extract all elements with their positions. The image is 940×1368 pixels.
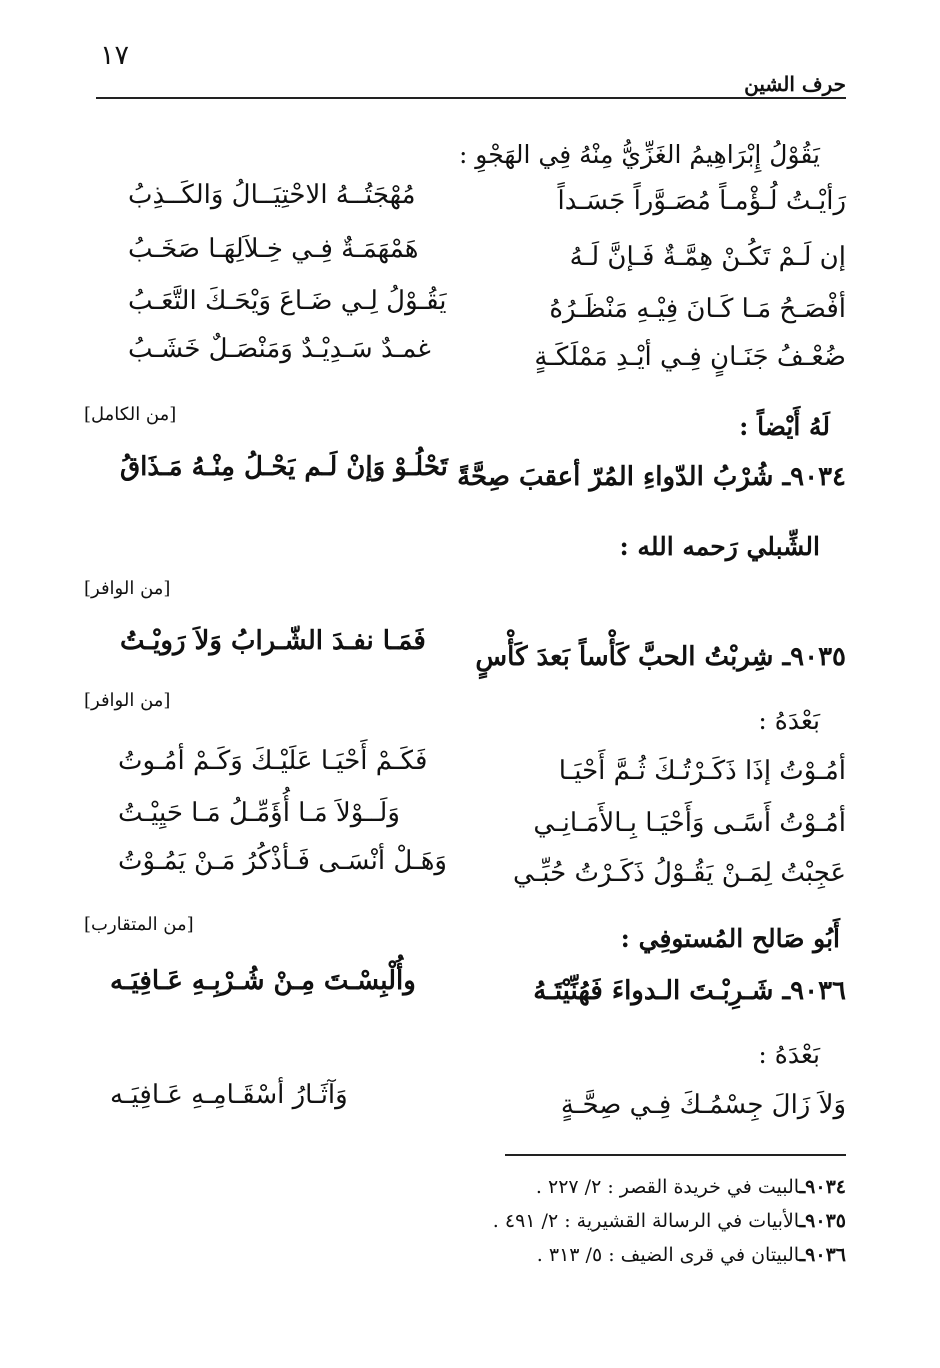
meter-label: [من الوافر] [84, 578, 171, 599]
footnote [536, 1176, 846, 1198]
footnote [493, 1210, 846, 1232]
section-intro: الشِّبلي رَحمه الله : [619, 532, 820, 561]
verse-second-hemistich: فَمَـا نفـدَ الشّـرابُ وَلاَ رَويْـتُ [120, 626, 426, 656]
verse-first-hemistich: أمُـوْتُ أَسًـى وَأَحْيَـا بِـالأَمَـانِـي [533, 808, 846, 838]
verse-second-hemistich: تَحْلُـوْ وَإنْ لَـم يَحْـلُ مِنْـهُ مَـذَاقُ [120, 452, 448, 482]
hemistich-text: شِربْتُ الحبَّ كَأْساً بَعدَ كَأْسٍ [475, 642, 774, 672]
footnote [537, 1244, 846, 1266]
verse-number: ٩٠٣٥ـ [782, 642, 846, 672]
verse-first-hemistich: وَلاَ زَالَ جِسْمُـكَ فِـي صِحَّـةٍ [560, 1090, 846, 1120]
verse-first-hemistich: أفْصَـحُ مَـا كَـانَ فِيْـهِ مَنْظَـرُهُ [549, 294, 846, 324]
meter-label: [من المتقارب] [84, 914, 194, 935]
header-rule [96, 97, 846, 99]
hemistich-text: شُرْبُ الدّواءِ المُرّ أعقبَ صِحَّةً [457, 462, 774, 492]
verse-number: ٩٠٣٤ـ [782, 462, 846, 492]
verse-first-hemistich: أمُـوْتُ إذَا ذَكَـرْتُـكَ ثُـمَّ أَحْيَـا [558, 756, 846, 786]
verse-first-hemistich: إن لَـمْ تَكُـنْ هِمَّـةٌ فَـإنَّ لَـهُ [569, 242, 846, 272]
verse-second-hemistich: غمـدٌ سَـدِيْـدٌ وَمَنْصَـلٌ خَشَـبُ [128, 334, 431, 364]
section-intro: أَبُو صَالح المُستوفِي : [620, 924, 840, 953]
section-intro: بَعْدَهُ : [758, 1040, 820, 1069]
verse-first-hemistich: رَأيْـتُ لُـؤْمـاً مُصَـوَّراً جَسَـداً [557, 186, 846, 216]
footnote-number: ٩٠٣٤ـ [799, 1176, 846, 1198]
footnote-number: ٩٠٣٦ـ [799, 1244, 846, 1266]
footnote-text: البيتان في قرى الضيف : ٥/ ٣١٣ . [536, 1244, 800, 1266]
verse-first-hemistich: ضُعْـفُ جَنَـانٍ فِـي أيْـدِ مَمْلَكَـةٍ [534, 342, 846, 372]
section-intro: بَعْدَهُ : [758, 706, 820, 735]
verse-number: ٩٠٣٦ـ [782, 976, 846, 1006]
verse-second-hemistich: وَلَــوْلاَ مَـا أُؤَمِّـلُ مَـا حَيِيْـتُ [118, 798, 400, 828]
footnote-number: ٩٠٣٥ـ [799, 1210, 846, 1232]
verse-first-hemistich [457, 462, 846, 492]
verse-second-hemistich: وَآثَـارُ أسْقَـامِـهِ عَـافِيَـه [110, 1080, 348, 1110]
page-number: ١٧ [100, 40, 130, 71]
verse-first-hemistich: عَجِبْتُ لِمَـنْ يَقُـوْلُ ذَكَـرْتُ حُبِّـي [512, 858, 846, 888]
verse-second-hemistich: وأُلْبِسْـتَ مِـنْ شُـرْبِـهِ عَـافِيَـه [110, 966, 416, 996]
footnote-rule [505, 1154, 846, 1156]
running-header: حرف الشين [744, 72, 846, 96]
section-intro: يَقُوْلُ إِبْرَاهِيمُ الغَزِّيُّ مِنْهُ فِي الهَجْوِ : [458, 140, 820, 169]
verse-second-hemistich: مُهْجَتُــهُ الاحْتِيَــالُ وَالكَــذِبُ [128, 180, 416, 210]
verse-second-hemistich: يَقُـوْلُ لِـي ضَـاعَ وَيْحَـكَ التَّعَـبُ [128, 286, 447, 316]
verse-second-hemistich: وَهَـلْ أنْسَـى فَـأذْكُرُ مَـنْ يَمُـوْتُ [118, 846, 447, 876]
section-intro: لَهُ أَيْضاً : [739, 412, 830, 441]
verse-first-hemistich [533, 976, 846, 1006]
footnote-text: البيت في خريدة القصر : ٢/ ٢٢٧ . [535, 1176, 800, 1198]
verse-first-hemistich [475, 642, 846, 672]
meter-label: [من الكامل] [84, 404, 177, 425]
footnote-text: الأبيات في الرسالة القشيرية : ٢/ ٤٩١ . [492, 1210, 800, 1232]
verse-second-hemistich: فَكَـمْ أَحْيَـا عَلَيْـكَ وَكَـمْ أمُـوتُ [118, 746, 428, 776]
meter-label: [من الوافر] [84, 690, 171, 711]
verse-second-hemistich: هَمْهَمَـةٌ فِـي خِـلاَلِهَـا صَخَـبُ [128, 234, 419, 264]
hemistich-text: شَـرِبْـتَ الـدواءَ فَهُنِّيْتَـهُ [533, 976, 774, 1006]
